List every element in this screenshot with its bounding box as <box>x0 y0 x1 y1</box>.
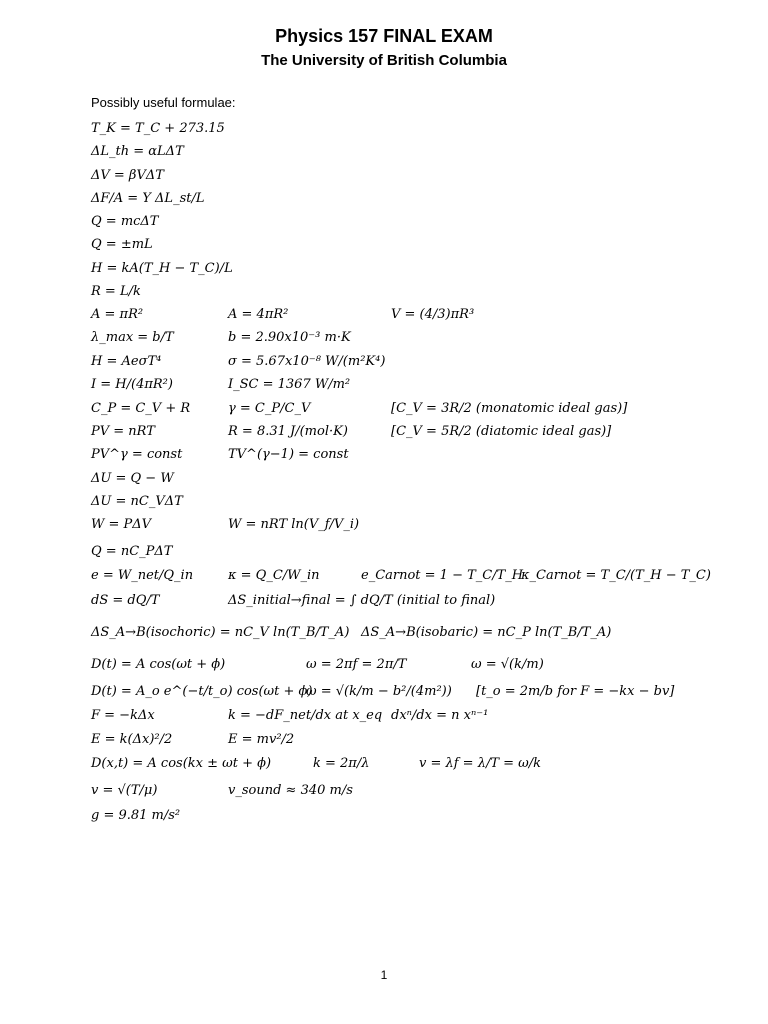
formula: C_P = C_V + R <box>91 401 191 416</box>
university-name: The University of British Columbia <box>261 52 507 69</box>
formula: E = mv²/2 <box>228 732 295 747</box>
formula: D(t) = A cos(ωt + ϕ) <box>91 657 226 672</box>
formula-row <box>91 780 751 802</box>
formula: γ = C_P/C_V <box>228 401 311 416</box>
formula-row <box>91 729 751 751</box>
formula-row <box>91 514 751 536</box>
formula: PV = nRT <box>91 424 155 439</box>
formula: [t_o = 2m/b for F = −kx − bv] <box>476 684 675 699</box>
formula-row <box>91 165 751 187</box>
formula-row <box>91 654 751 676</box>
formula: R = 8.31 J/(mol·K) <box>228 424 348 439</box>
formula: κ_Carnot = T_C/(T_H − T_C) <box>521 568 711 583</box>
formula: W = PΔV <box>91 517 152 532</box>
formula: σ = 5.67x10⁻⁸ W/(m²K⁴) <box>228 354 386 369</box>
formula-row <box>91 398 751 420</box>
formula-row <box>91 421 751 443</box>
formula: F = −kΔx <box>91 708 155 723</box>
formula: ΔS_initial→final = ∫ dQ/T (initial to final) <box>228 593 496 608</box>
formula: g = 9.81 m/s² <box>91 808 181 823</box>
formula: Q = nC_PΔT <box>91 544 173 559</box>
formula-row <box>91 141 751 163</box>
formula: I = H/(4πR²) <box>91 377 173 392</box>
formula-row <box>91 491 751 513</box>
formula: e_Carnot = 1 − T_C/T_H <box>361 568 524 583</box>
formula: v = √(T/μ) <box>91 783 158 798</box>
formula: TV^(γ−1) = const <box>228 447 349 462</box>
formula: ω = √(k/m − b²/(4m²)) <box>306 684 452 699</box>
formula-row <box>91 444 751 466</box>
formula: v = λf = λ/T = ω/k <box>419 756 542 771</box>
formula: I_SC = 1367 W/m² <box>228 377 351 392</box>
formula: H = kA(T_H − T_C)/L <box>91 261 233 276</box>
formula: ΔF/A = Y ΔL_st/L <box>91 191 205 206</box>
formula: λ_max = b/T <box>91 330 174 345</box>
formula: dS = dQ/T <box>91 593 160 608</box>
formula: E = k(Δx)²/2 <box>91 732 173 747</box>
formula: dxⁿ/dx = n xⁿ⁻¹ <box>391 708 489 723</box>
formula: b = 2.90x10⁻³ m·K <box>228 330 351 345</box>
formula: D(x,t) = A cos(kx ± ωt + ϕ) <box>91 756 272 771</box>
formula-row <box>91 351 751 373</box>
page-number: 1 <box>380 968 388 982</box>
formula-row <box>91 541 751 563</box>
formula: W = nRT ln(V_f/V_i) <box>228 517 360 532</box>
formula: ω = √(k/m) <box>471 657 544 672</box>
formula: [C_V = 5R/2 (diatomic ideal gas)] <box>391 424 612 439</box>
formula: k = 2π/λ <box>313 756 370 771</box>
formula-row <box>91 622 751 644</box>
formula-row <box>91 118 751 140</box>
formula: e = W_net/Q_in <box>91 568 194 583</box>
formula-row <box>91 327 751 349</box>
formula: ΔU = nC_VΔT <box>91 494 183 509</box>
formula-row <box>91 805 751 827</box>
formula: ω = 2πf = 2π/T <box>306 657 407 672</box>
formulae-intro: Possibly useful formulae: <box>91 95 236 110</box>
formula: Q = ±mL <box>91 237 153 252</box>
formula: v_sound ≈ 340 m/s <box>228 783 353 798</box>
formula-row <box>91 234 751 256</box>
formula: A = 4πR² <box>228 307 289 322</box>
formula-row <box>91 468 751 490</box>
formula-row <box>91 281 751 303</box>
formula: ΔV = βVΔT <box>91 168 164 183</box>
formula: ΔS_A→B(isobaric) = nC_P ln(T_B/T_A) <box>361 625 612 640</box>
formula: D(t) = A_o e^(−t/t_o) cos(ωt + ϕ) <box>91 684 313 699</box>
formula: [C_V = 3R/2 (monatomic ideal gas)] <box>391 401 628 416</box>
formula: ΔS_A→B(isochoric) = nC_V ln(T_B/T_A) <box>91 625 350 640</box>
formula-row <box>91 565 751 587</box>
formula-row <box>91 304 751 326</box>
exam-title: Physics 157 FINAL EXAM <box>275 26 493 46</box>
formula-row <box>91 705 751 727</box>
formula-row <box>91 374 751 396</box>
formula: k = −dF_net/dx at x_eq <box>228 708 383 723</box>
formula-row <box>91 211 751 233</box>
formula: ΔL_th = αLΔT <box>91 144 184 159</box>
formula: V = (4/3)πR³ <box>391 307 475 322</box>
formula-row <box>91 753 751 775</box>
formula-row <box>91 258 751 280</box>
formula: H = AeσT⁴ <box>91 354 162 369</box>
formula-row <box>91 681 751 703</box>
formula: Q = mcΔT <box>91 214 159 229</box>
formula-row <box>91 590 751 612</box>
formula: R = L/k <box>91 284 141 299</box>
formula: T_K = T_C + 273.15 <box>91 121 225 136</box>
formula: A = πR² <box>91 307 144 322</box>
formula: κ = Q_C/W_in <box>228 568 320 583</box>
formula: ΔU = Q − W <box>91 471 174 486</box>
formula-row <box>91 188 751 210</box>
formula: PV^γ = const <box>91 447 183 462</box>
